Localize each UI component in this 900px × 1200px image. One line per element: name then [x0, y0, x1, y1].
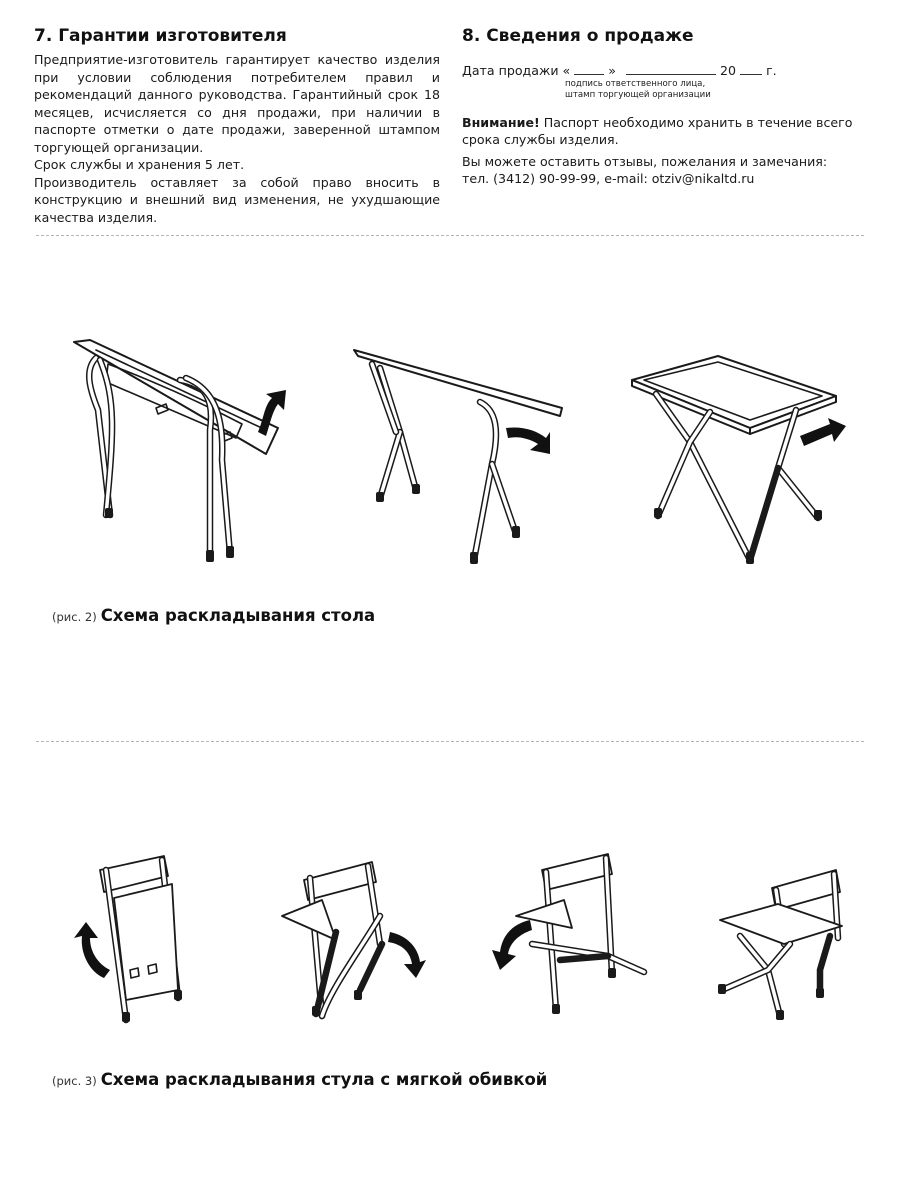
chair-step-half-open — [282, 862, 426, 1016]
table-top-folded — [74, 340, 278, 454]
signature-note-line-2: штамп торгующей организации — [565, 89, 711, 100]
chair-step-three-quarter — [492, 854, 644, 1014]
contacts-text: тел. (3412) 90-99-99, e-mail: otziv@nikaltd.ru — [462, 171, 755, 187]
chair-unfolding-illustration — [60, 840, 860, 1040]
warranty-paragraph-service-life: Срок службы и хранения 5 лет. — [34, 157, 245, 172]
month-blank[interactable] — [626, 62, 716, 75]
sale-section — [462, 26, 872, 188]
divider-top — [36, 235, 864, 236]
warranty-paragraph-changes: Производитель оставляет за собой право вносить в конструкцию и внешний вид изменения, не ухудшающие качества изделия. — [34, 174, 440, 225]
figure-3-title: Схема раскладывания стула с мягкой обивкой — [100, 1070, 548, 1089]
unfold-arrow-2-icon — [506, 427, 550, 454]
figure-2-prefix: (рис. 2) — [52, 610, 97, 624]
year-prefix: 20 — [720, 63, 737, 78]
chair-seat-step-2 — [282, 900, 336, 940]
table-step-half-open — [354, 350, 562, 564]
warranty-section — [34, 26, 440, 226]
chair-back-unfolded — [772, 870, 840, 910]
figure-3-prefix: (рис. 3) — [52, 1074, 97, 1088]
year-suffix: г. — [766, 63, 777, 78]
table-step-unfolded — [632, 356, 846, 564]
sale-date-row — [462, 62, 872, 79]
day-blank[interactable] — [574, 62, 604, 75]
chair-arrow-2-icon — [388, 932, 426, 978]
year-blank[interactable] — [740, 62, 762, 75]
signature-note-line-1: подпись ответственного лица, — [565, 79, 706, 90]
sale-date-close: » — [608, 63, 616, 78]
chair-step-unfolded — [718, 870, 842, 1020]
signature-note — [565, 79, 872, 100]
feedback-text: Вы можете оставить отзывы, пожелания и замечания: — [462, 153, 828, 169]
chair-arrow-1-icon — [74, 922, 110, 978]
attention-label: Внимание! — [462, 114, 540, 130]
chair-back-step-3 — [542, 854, 612, 890]
figure-2-caption — [52, 606, 375, 625]
sale-title: 8. Сведения о продаже — [462, 26, 694, 46]
figure-2-title: Схема раскладывания стола — [100, 606, 376, 625]
chair-arrow-3-icon — [492, 920, 532, 970]
table-step-folded — [74, 340, 286, 562]
chair-step-folded — [74, 856, 182, 1022]
unfold-arrow-3-icon — [800, 418, 846, 446]
figure-3-caption — [52, 1070, 547, 1089]
warranty-paragraph-terms: Предприятие-изготовитель гарантирует качество изделия при условии соблюдения потребителем правил и рекомендаций данного руководства. Гарантийный срок 18 месяцев, исчисляется со дня продажи, при наличии в паспорте отметки о дате продажи, заверенной штампом торгующей организации. — [34, 52, 440, 155]
attention-text: Паспорт необходимо хранить в течение всего срока службы изделия. — [462, 114, 853, 148]
warranty-title: 7. Гарантии изготовителя — [34, 26, 287, 46]
attention-note — [462, 114, 872, 149]
divider-bottom — [36, 741, 864, 742]
table-unfolding-illustration — [60, 320, 860, 580]
sale-date-label: Дата продажи « — [462, 63, 571, 78]
chair-seat-folded — [114, 884, 178, 1000]
